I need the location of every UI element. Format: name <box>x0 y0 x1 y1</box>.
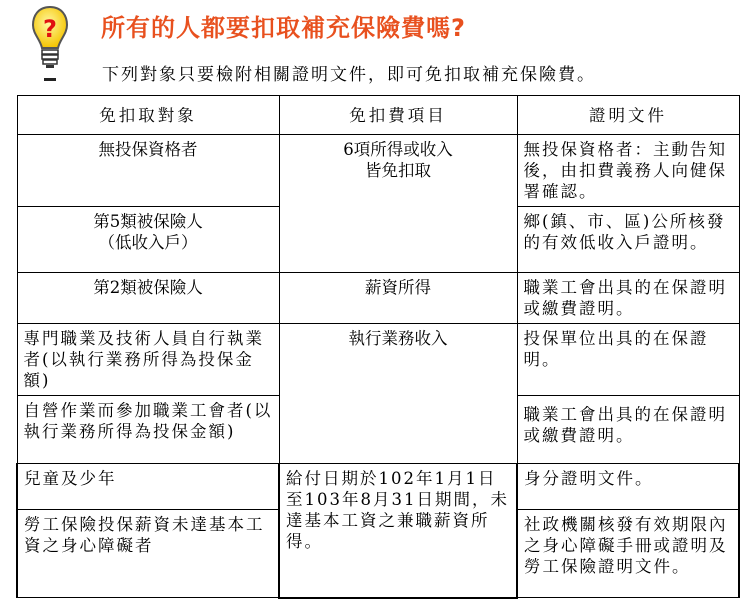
question-mark: ? <box>43 15 57 43</box>
cell-doc: 身分證明文件。 <box>517 464 739 510</box>
cell-doc: 職業工會出具的在保證明或繳費證明。 <box>517 396 739 464</box>
table-row <box>17 464 739 510</box>
table-row <box>17 273 739 324</box>
cell-target: 第5類被保險人 （低收入戶） <box>17 207 279 273</box>
cell-item: 給付日期於102年1月1日至103年8月31日期間，未達基本工資之兼職薪資所得。 <box>279 464 517 598</box>
cell-target: 第2類被保險人 <box>17 273 279 324</box>
table-row <box>17 135 739 207</box>
header-target: 免扣取對象 <box>17 96 279 135</box>
cell-item: 薪資所得 <box>279 273 517 324</box>
table-header-row <box>17 96 739 135</box>
cell-target: 自營作業而參加職業工會者(以執行業務所得為投保金額) <box>17 396 279 464</box>
header-doc: 證明文件 <box>517 96 739 135</box>
exemption-table <box>16 95 740 599</box>
cell-item: 6項所得或收入 皆免扣取 <box>279 135 517 273</box>
cell-target: 無投保資格者 <box>17 135 279 207</box>
cell-doc: 職業工會出具的在保證明或繳費證明。 <box>517 273 739 324</box>
cell-target: 兒童及少年 <box>17 464 279 510</box>
table-row <box>17 324 739 396</box>
cell-doc: 投保單位出具的在保證明。 <box>517 324 739 396</box>
cell-doc: 無投保資格者：主動告知後，由扣費義務人向健保署確認。 <box>517 135 739 207</box>
cell-target: 專門職業及技術人員自行執業者(以執行業務所得為投保金額) <box>17 324 279 396</box>
cell-doc: 社政機關核發有效期限內之身心障礙手冊或證明及勞工保險證明文件。 <box>517 510 739 598</box>
lightbulb-icon <box>30 4 70 84</box>
header-item: 免扣費項目 <box>279 96 517 135</box>
page-title: 所有的人都要扣取補充保險費嗎? <box>101 14 466 42</box>
page-subtitle: 下列對象只要檢附相關證明文件，即可免扣取補充保險費。 <box>102 65 596 85</box>
cell-target: 勞工保險投保薪資未達基本工資之身心障礙者 <box>17 510 279 598</box>
cell-item: 執行業務收入 <box>279 324 517 464</box>
cell-doc: 鄉(鎮、市、區)公所核發的有效低收入戶證明。 <box>517 207 739 273</box>
